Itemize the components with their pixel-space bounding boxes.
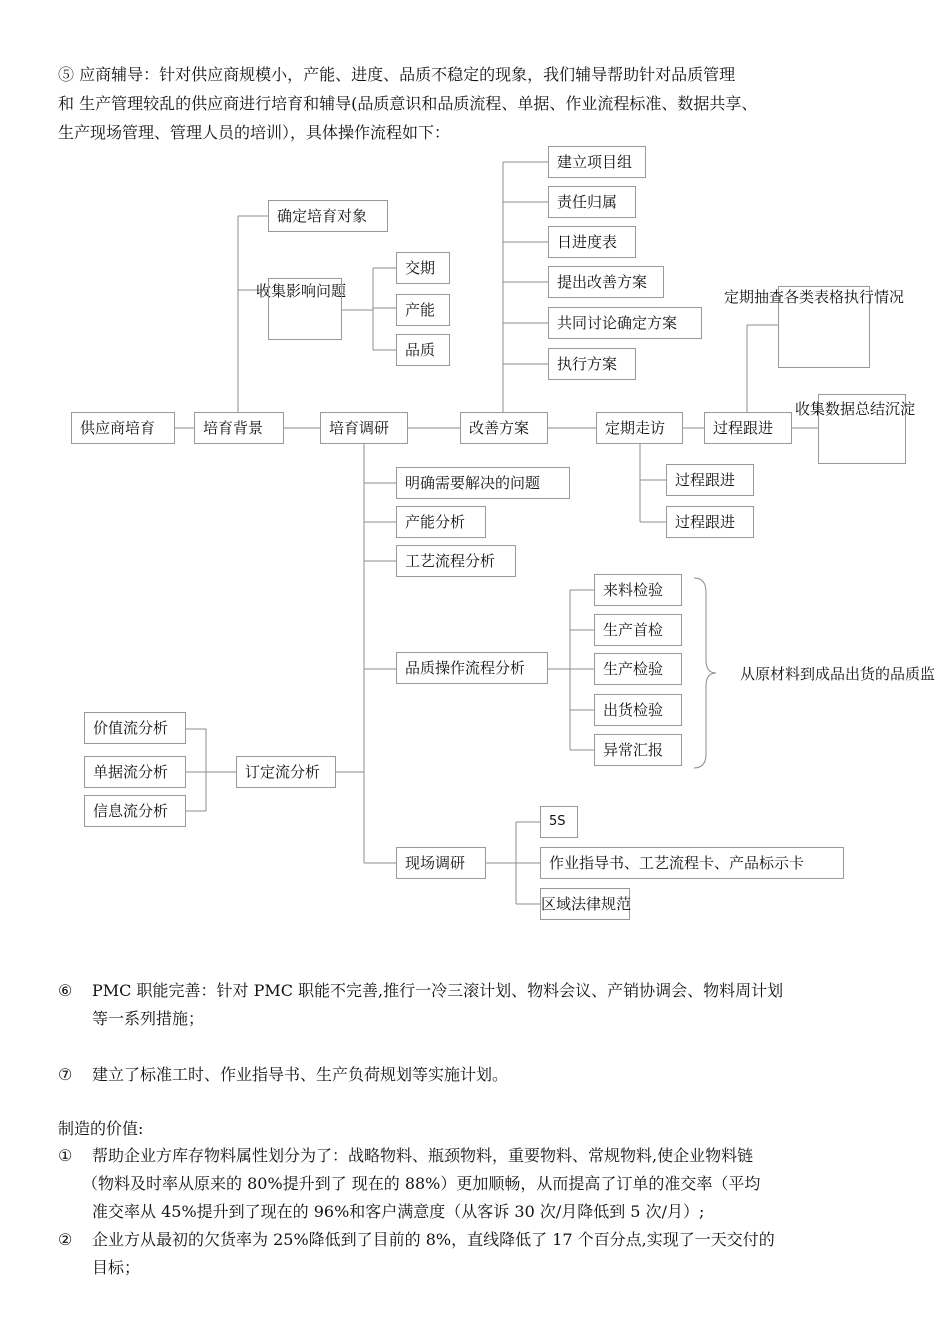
node-issue-capacity: 产能 [396, 294, 450, 326]
node-order-item: 价值流分析 [84, 712, 186, 744]
node-improve-item: 责任归属 [548, 186, 636, 218]
node-supplier-cultivation: 供应商培育 [71, 412, 175, 444]
node-quality-item: 生产检验 [594, 653, 682, 685]
node-collect-issues-label: 收集影响问题 [256, 282, 347, 300]
node-process-followup: 过程跟进 [704, 412, 792, 444]
node-improve-item: 执行方案 [548, 348, 636, 380]
node-collect-data-label: 收集数据总结沉淀 [795, 400, 916, 418]
value-item1-line-1: 帮助企业方库存物料属性划分为了：战略物料、瓶颈物料，重要物料、常规物料,使企业物料链 [92, 1146, 754, 1165]
value-item1-line-2: （物料及时率从原来的 80%提升到了 现在的 88%）更加顺畅，从而提高了订单的准交率（平均 [82, 1174, 761, 1193]
value-item2-line-2: 目标； [92, 1258, 141, 1277]
node-order-flow: 订定流分析 [236, 756, 336, 788]
node-improve-item: 提出改善方案 [548, 266, 664, 298]
value-item1-line-3: 准交率从 45%提升到了现在的 96%和客户满意度（从客诉 30 次/月降低到 5 次/月）; [92, 1202, 705, 1221]
node-improve-item: 共同讨论确定方案 [548, 307, 702, 339]
node-issue-delivery: 交期 [396, 252, 450, 284]
intro-line-1: ⑤ 应商辅导：针对供应商规模小，产能、进度、品质不稳定的现象，我们辅导帮助针对品质管理 [58, 65, 736, 84]
node-quality-item: 异常汇报 [594, 734, 682, 766]
node-quality-item: 出货检验 [594, 694, 682, 726]
node-quality-flow: 品质操作流程分析 [396, 652, 548, 684]
node-order-item: 单据流分析 [84, 756, 186, 788]
node-site-research: 现场调研 [396, 847, 486, 879]
node-collect-issues-box [268, 278, 342, 340]
node-site-item: 区域法律规范 [540, 888, 630, 920]
pmc-line-1: PMC 职能完善：针对 PMC 职能不完善,推行一冷三滚计划、物料会议、产销协调会、物料周计划 [92, 981, 784, 1000]
intro-line-3: 生产现场管理、管理人员的培训），具体操作流程如下： [58, 123, 451, 142]
node-regular-visit: 定期走访 [596, 412, 683, 444]
node-quality-note: 从原材料到成品出货的品质监 [740, 665, 936, 683]
node-research-item: 产能分析 [396, 506, 486, 538]
value-heading: 制造的价值: [58, 1119, 144, 1138]
node-quality-item: 来料检验 [594, 574, 682, 606]
item7-text: 建立了标准工时、作业指导书、生产负荷规划等实施计划。 [92, 1065, 509, 1084]
value-item2-line-1: 企业方从最初的欠货率为 25%降低到了目前的 8%，直线降低了 17 个百分点,实现了一天交付的 [92, 1230, 775, 1249]
pmc-label: ⑥ [58, 981, 73, 1000]
node-visit-followup: 过程跟进 [666, 464, 754, 496]
node-improve-item: 日进度表 [548, 226, 636, 258]
node-improvement-plan: 改善方案 [460, 412, 548, 444]
node-cultivation-background: 培育背景 [194, 412, 284, 444]
node-research-item: 明确需要解决的问题 [396, 467, 570, 499]
node-quality-item: 生产首检 [594, 614, 682, 646]
node-visit-followup: 过程跟进 [666, 506, 754, 538]
node-site-item: 5S [540, 806, 578, 838]
node-determine-target: 确定培育对象 [268, 200, 388, 232]
item7-label: ⑦ [58, 1065, 73, 1084]
intro-line-2: 和 生产管理较乱的供应商进行培育和辅导(品质意识和品质流程、单据、作业流程标准、数据共享、 [58, 94, 758, 113]
node-issue-quality: 品质 [396, 334, 450, 366]
node-site-item: 作业指导书、工艺流程卡、产品标示卡 [540, 847, 844, 879]
value-item1-label: ① [58, 1146, 73, 1165]
value-item2-label: ② [58, 1230, 73, 1249]
node-cultivation-research: 培育调研 [320, 412, 408, 444]
node-followup-check-label: 定期抽查各类表格执行情况 [724, 288, 905, 306]
node-order-item: 信息流分析 [84, 795, 186, 827]
pmc-line-2: 等一系列措施； [92, 1009, 205, 1028]
node-research-item: 工艺流程分析 [396, 545, 516, 577]
node-improve-item: 建立项目组 [548, 146, 646, 178]
